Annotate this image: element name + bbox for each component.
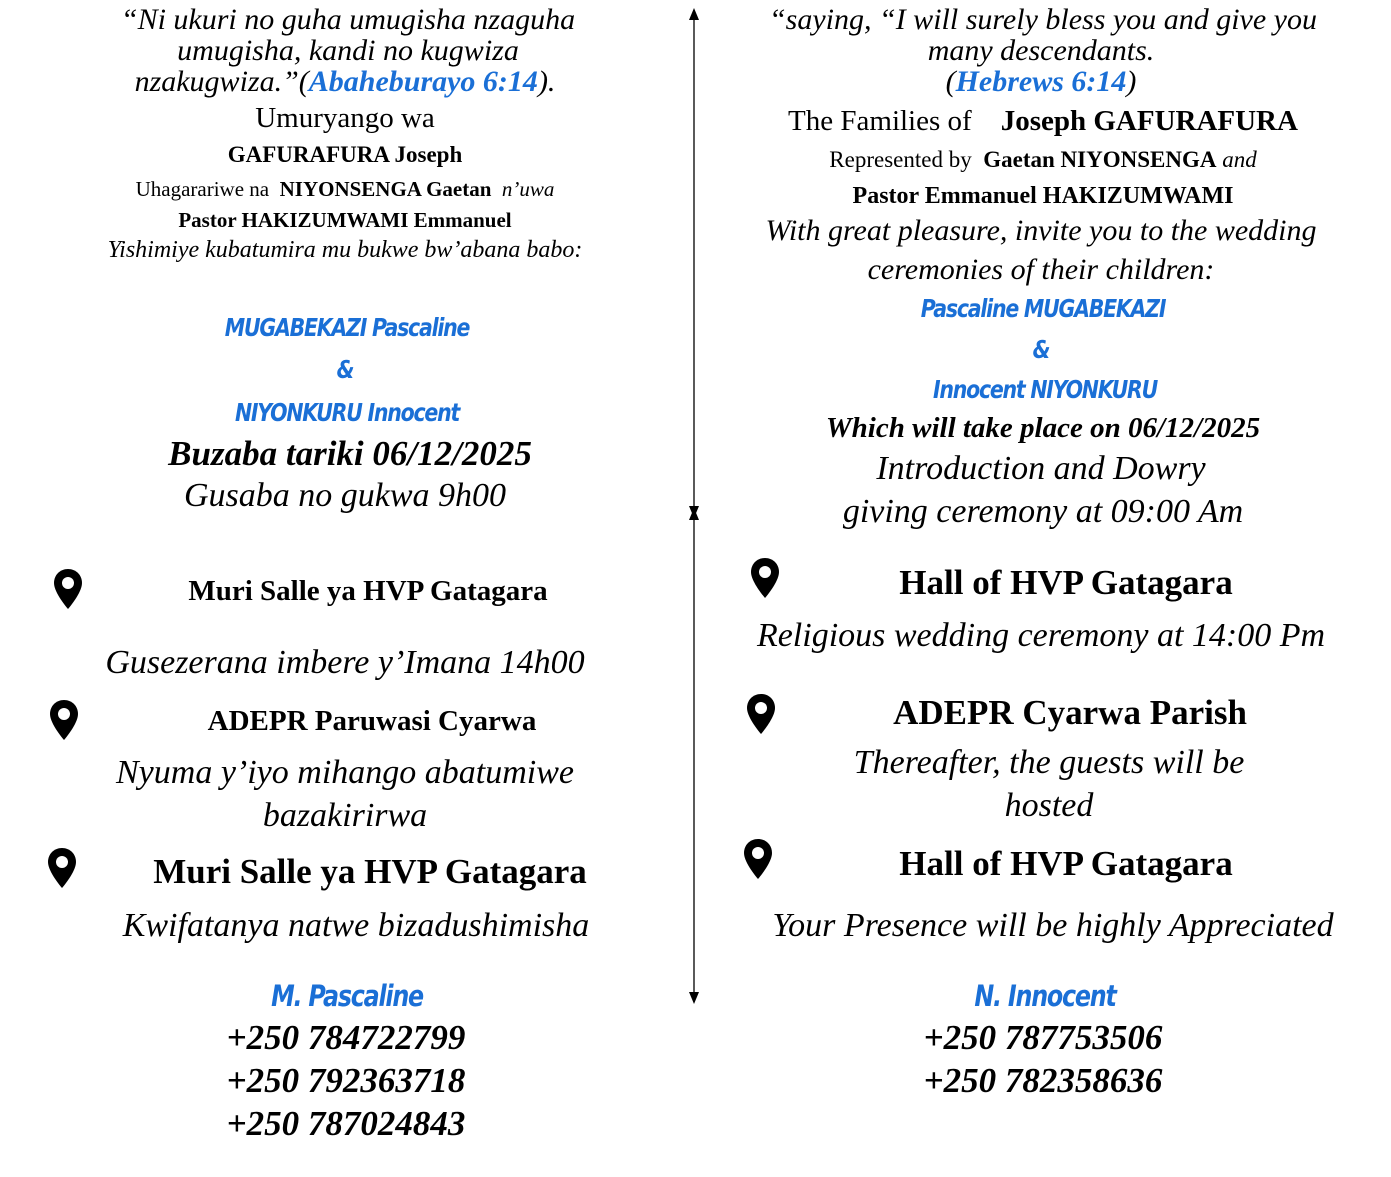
right-ampersand: & (1032, 335, 1050, 364)
right-verse-ref-line: (Hebrews 6:14) (945, 65, 1137, 98)
right-phone-1: +250 787753506 (923, 1018, 1163, 1057)
map-pin-icon (743, 692, 779, 736)
left-invite: Yishimiye kubatumira mu bukwe bw’abana babo: (107, 237, 583, 263)
left-represented: Uhagarariwe na NIYONSENGA Gaetan n’uwa (135, 177, 555, 201)
right-pastor: Pastor Emmanuel HAKIZUMWAMI (852, 183, 1234, 209)
left-venue3: Muri Salle ya HVP Gatagara (153, 852, 587, 891)
right-family-name: Joseph GAFURAFURA (1000, 105, 1298, 137)
right-ceremony2: Religious wedding ceremony at 14:00 Pm (756, 617, 1326, 654)
right-date: Which will take place on 06/12/2025 (825, 412, 1261, 444)
right-venue2: ADEPR Cyarwa Parish (893, 693, 1247, 732)
right-family-line: The Families of Joseph GAFURAFURA (788, 105, 1298, 137)
left-ceremony2: Gusezerana imbere y’Imana 14h00 (105, 644, 585, 681)
right-contact-name: N. Innocent (974, 979, 1116, 1013)
right-bride-name: Pascaline MUGABEKAZI (920, 294, 1166, 323)
map-pin-icon (740, 837, 776, 881)
map-pin-icon (50, 567, 86, 611)
left-contact-name: M. Pascaline (271, 979, 423, 1013)
left-intro-time: Gusaba no gukwa 9h00 (183, 477, 507, 514)
left-ampersand: & (336, 355, 354, 384)
left-groom-name: NIYONKURU Innocent (234, 398, 460, 427)
left-bride-name: MUGABEKAZI Pascaline (224, 313, 470, 342)
left-pastor: Pastor HAKIZUMWAMI Emmanuel (178, 208, 512, 232)
right-venue1: Hall of HVP Gatagara (899, 563, 1233, 602)
right-closing: Your Presence will be highly Appreciated (772, 907, 1334, 944)
right-intro-line2: giving ceremony at 09:00 Am (842, 493, 1244, 530)
right-verse-ref: Hebrews 6:14 (955, 65, 1127, 98)
right-after-line1: Thereafter, the guests will be (853, 744, 1245, 781)
left-verse-line1: “Ni ukuri no guha umugisha nzaguha (120, 3, 576, 36)
left-closing: Kwifatanya natwe bizadushimisha (122, 907, 590, 944)
map-pin-icon (44, 846, 80, 890)
left-verse-line3: nzakugwiza.”(Abaheburayo 6:14). (134, 65, 556, 98)
right-after-line2: hosted (1004, 787, 1094, 824)
right-verse-line2: many descendants. (927, 34, 1155, 67)
right-invite-line2: ceremonies of their children: (867, 253, 1215, 286)
right-invite-line1: With great pleasure, invite you to the wedding (765, 214, 1317, 247)
left-family-name: GAFURAFURA Joseph (227, 142, 463, 167)
left-phone-3: +250 787024843 (226, 1104, 466, 1143)
left-phone-2: +250 792363718 (226, 1061, 466, 1100)
right-phone-2: +250 782358636 (923, 1061, 1163, 1100)
left-family-line: Umuryango wa (255, 102, 435, 134)
right-groom-name: Innocent NIYONKURU (932, 375, 1158, 404)
right-represented: Represented by Gaetan NIYONSENGA and (829, 147, 1257, 172)
left-date: Buzaba tariki 06/12/2025 (168, 434, 532, 473)
right-intro-line1: Introduction and Dowry (876, 450, 1206, 487)
left-venue1: Muri Salle ya HVP Gatagara (188, 575, 548, 607)
map-pin-icon (46, 698, 82, 742)
map-pin-icon (747, 556, 783, 600)
right-verse-line1: “saying, “I will surely bless you and give you (769, 3, 1317, 36)
left-verse-ref: Abaheburayo 6:14 (308, 65, 538, 98)
left-verse-line2: umugisha, kandi no kugwiza (177, 34, 519, 67)
right-venue3: Hall of HVP Gatagara (899, 844, 1233, 883)
left-phone-1: +250 784722799 (226, 1018, 466, 1057)
left-venue2: ADEPR Paruwasi Cyarwa (207, 705, 537, 737)
left-after-line1: Nyuma y’iyo mihango abatumiwe (116, 754, 574, 791)
left-after-line2: bazakirirwa (262, 797, 428, 834)
